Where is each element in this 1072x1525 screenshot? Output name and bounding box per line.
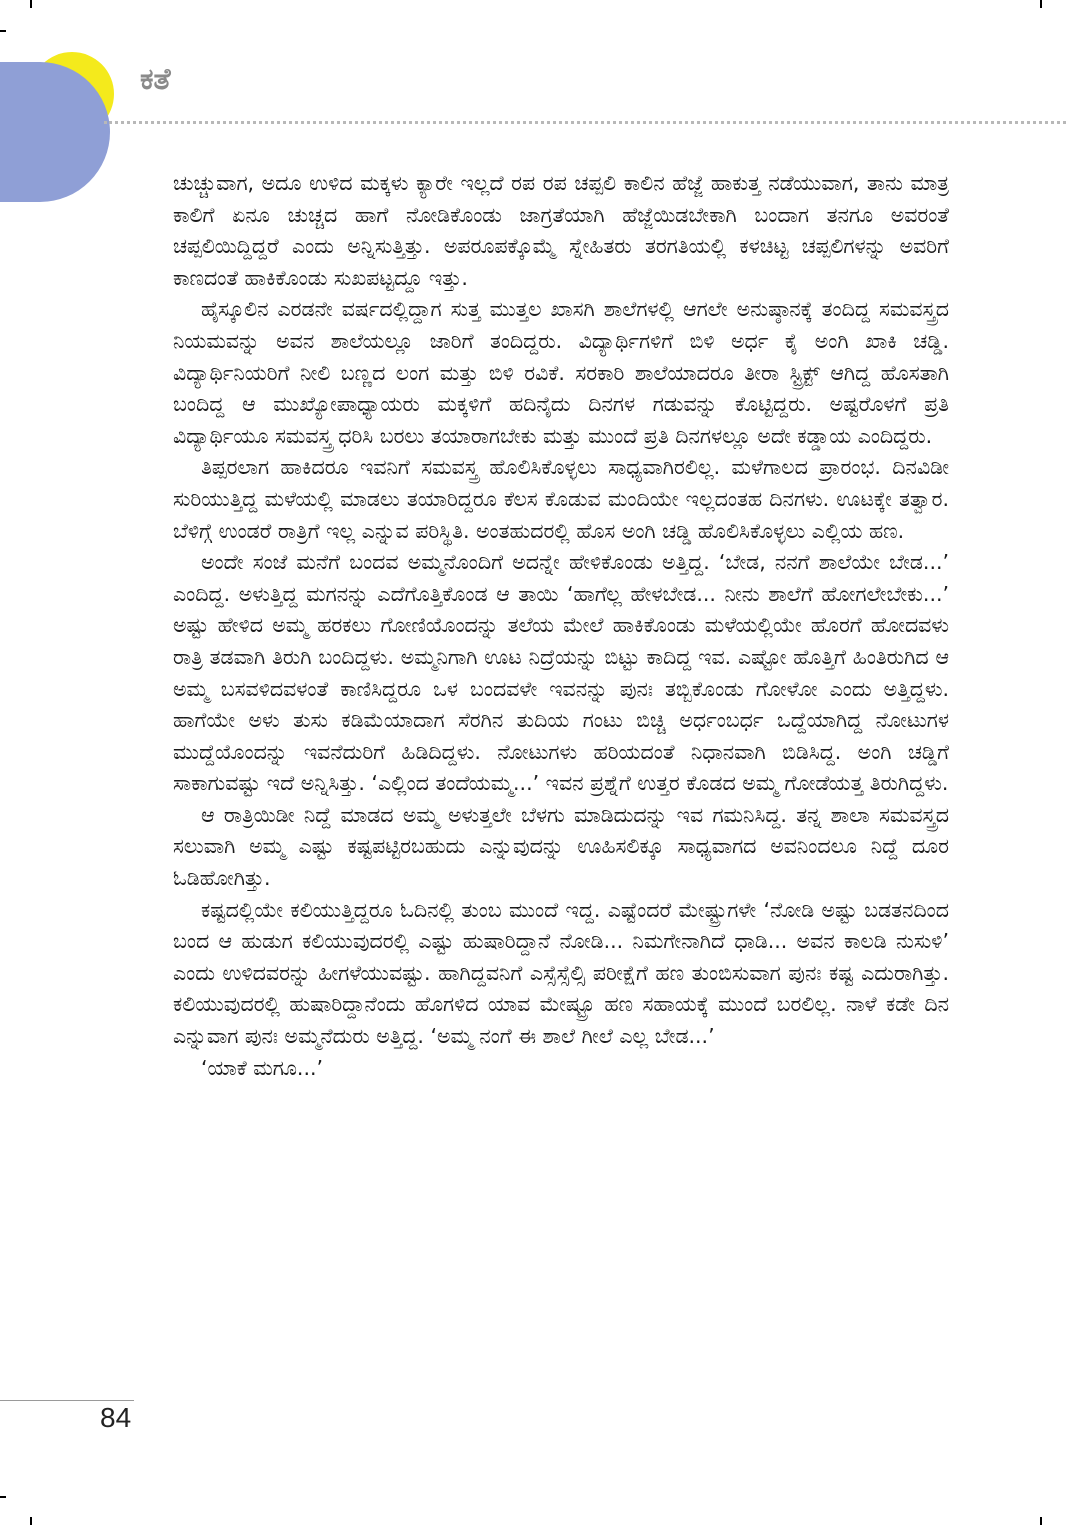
section-label: ಕತೆ [140,62,171,97]
crop-mark-left-bottom [0,1496,6,1498]
crop-mark-top-left [30,0,32,8]
paragraph: ಅಂದೇ ಸಂಜೆ ಮನೆಗೆ ಬಂದವ ಅಮ್ಮನೊಂದಿಗೆ ಅದನ್ನೇ ಹೇಳಿಕೊಂಡು ಅತ್ತಿದ್ದ. ‘ಬೇಡ, ನನಗೆ ಶಾಲೆಯೇ ಬೇಡ...’ ಎಂದಿದ್ದ. ಅಳುತ್ತಿದ್ದ ಮಗನನ್ನು ಎದೆಗೊತ್ತಿಕೊಂಡ ಆ ತಾಯಿ ‘ಹಾಗೆಲ್ಲ ಹೇಳಬೇಡ... ನೀನು ಶಾಲೆಗೆ ಹೋಗಲೇಬೇಕು...’ ಅಷ್ಟು ಹೇಳಿದ ಅಮ್ಮ ಹರಕಲು ಗೋಣಿಯೊಂದನ್ನು ತಲೆಯ ಮೇಲೆ ಹಾಕಿಕೊಂಡು ಮಳೆಯಲ್ಲಿಯೇ ಹೊರಗೆ ಹೋದವಳು ರಾತ್ರಿ ತಡವಾಗಿ ತಿರುಗಿ ಬಂದಿದ್ದಳು. ಅಮ್ಮನಿಗಾಗಿ ಊಟ ನಿದ್ರೆಯನ್ನು ಬಿಟ್ಟು ಕಾದಿದ್ದ ಇವ. ಎಷ್ಟೋ ಹೊತ್ತಿಗೆ ಹಿಂತಿರುಗಿದ ಆ ಅಮ್ಮ ಬಸವಳಿದವಳಂತೆ ಕಾಣಿಸಿದ್ದರೂ ಒಳ ಬಂದವಳೇ ಇವನನ್ನು ಪುನಃ ತಬ್ಬಿಕೊಂಡು ಗೋಳೋ ಎಂದು ಅತ್ತಿದ್ದಳು. ಹಾಗೆಯೇ ಅಳು ತುಸು ಕಡಿಮೆಯಾದಾಗ ಸೆರಗಿನ ತುದಿಯ ಗಂಟು ಬಿಚ್ಚಿ ಅರ್ಧಂಬರ್ಧ ಒದ್ದೆಯಾಗಿದ್ದ ನೋಟುಗಳ ಮುದ್ದೆಯೊಂದನ್ನು ಇವನೆದುರಿಗೆ ಹಿಡಿದಿದ್ದಳು. ನೋಟುಗಳು ಹರಿಯದಂತೆ ನಿಧಾನವಾಗಿ ಬಿಡಿಸಿದ್ದ. ಅಂಗಿ ಚಡ್ಡಿಗೆ ಸಾಕಾಗುವಷ್ಟು ಇದೆ ಅನ್ನಿಸಿತ್ತು. ‘ಎಲ್ಲಿಂದ ತಂದೆಯಮ್ಮ...’ ಇವನ ಪ್ರಶ್ನೆಗೆ ಉತ್ತರ ಕೊಡದ ಅಮ್ಮ ಗೋಡೆಯತ್ತ ತಿರುಗಿದ್ದಳು. [173,550,949,796]
paragraph: ತಿಪ್ಪರಲಾಗ ಹಾಕಿದರೂ ಇವನಿಗೆ ಸಮವಸ್ತ್ರ ಹೊಲಿಸಿಕೊಳ್ಳಲು ಸಾಧ್ಯವಾಗಿರಲಿಲ್ಲ. ಮಳೆಗಾಲದ ಪ್ರಾರಂಭ. ದಿನವಿಡೀ ಸುರಿಯುತ್ತಿದ್ದ ಮಳೆಯಲ್ಲಿ ಮಾಡಲು ತಯಾರಿದ್ದರೂ ಕೆಲಸ ಕೊಡುವ ಮಂದಿಯೇ ಇಲ್ಲದಂತಹ ದಿನಗಳು. ಊಟಕ್ಕೇ ತತ್ವಾರ. ಬೆಳಿಗ್ಗೆ ಉಂಡರೆ ರಾತ್ರಿಗೆ ಇಲ್ಲ ಎನ್ನುವ ಪರಿಸ್ಥಿತಿ. ಅಂತಹುದರಲ್ಲಿ ಹೊಸ ಅಂಗಿ ಚಡ್ಡಿ ಹೊಲಿಸಿಕೊಳ್ಳಲು ಎಲ್ಲಿಯ ಹಣ. [173,455,949,543]
paragraph: ಕಷ್ಟದಲ್ಲಿಯೇ ಕಲಿಯುತ್ತಿದ್ದರೂ ಓದಿನಲ್ಲಿ ತುಂಬ ಮುಂದೆ ಇದ್ದ. ಎಷ್ಟೆಂದರೆ ಮೇಷ್ಟ್ರುಗಳೇ ‘ನೋಡಿ ಅಷ್ಟು ಬಡತನದಿಂದ ಬಂದ ಆ ಹುಡುಗ ಕಲಿಯುವುದರಲ್ಲಿ ಎಷ್ಟು ಹುಷಾರಿದ್ದಾನೆ ನೋಡಿ... ನಿಮಗೇನಾಗಿದೆ ಧಾಡಿ... ಅವನ ಕಾಲಡಿ ನುಸುಳಿ’ ಎಂದು ಉಳಿದವರನ್ನು ಹೀಗಳೆಯುವಷ್ಟು. ಹಾಗಿದ್ದವನಿಗೆ ಎಸ್ಸೆಸ್ಸೆಲ್ಸಿ ಪರೀಕ್ಷೆಗೆ ಹಣ ತುಂಬಿಸುವಾಗ ಪುನಃ ಕಷ್ಟ ಎದುರಾಗಿತ್ತು. ಕಲಿಯುವುದರಲ್ಲಿ ಹುಷಾರಿದ್ದಾನೆಂದು ಹೊಗಳಿದ ಯಾವ ಮೇಷ್ಟ್ರೂ ಹಣ ಸಹಾಯಕ್ಕೆ ಮುಂದೆ ಬರಲಿಲ್ಲ. ನಾಳೆ ಕಡೇ ದಿನ ಎನ್ನುವಾಗ ಪುನಃ ಅಮ್ಮನೆದುರು ಅತ್ತಿದ್ದ. ‘ಅಮ್ಮ ನಂಗೆ ಈ ಶಾಲೆ ಗೀಲೆ ಎಲ್ಲ ಬೇಡ...’ [173,897,949,1049]
footer-rule [0,1400,134,1401]
story-body [173,168,949,1084]
paragraph: ‘ಯಾಕೆ ಮಗೂ...’ [201,1055,323,1080]
paragraph: ಹೈಸ್ಕೂಲಿನ ಎರಡನೇ ವರ್ಷದಲ್ಲಿದ್ದಾಗ ಸುತ್ತ ಮುತ್ತಲ ಖಾಸಗಿ ಶಾಲೆಗಳಲ್ಲಿ ಆಗಲೇ ಅನುಷ್ಠಾನಕ್ಕೆ ತಂದಿದ್ದ ಸಮವಸ್ತ್ರದ ನಿಯಮವನ್ನು ಅವನ ಶಾಲೆಯಲ್ಲೂ ಜಾರಿಗೆ ತಂದಿದ್ದರು. ವಿದ್ಯಾರ್ಥಿಗಳಿಗೆ ಬಿಳಿ ಅರ್ಧ ಕೈ ಅಂಗಿ ಖಾಕಿ ಚಡ್ಡಿ. ವಿದ್ಯಾರ್ಥಿನಿಯರಿಗೆ ನೀಲಿ ಬಣ್ಣದ ಲಂಗ ಮತ್ತು ಬಿಳಿ ರವಿಕೆ. ಸರಕಾರಿ ಶಾಲೆಯಾದರೂ ತೀರಾ ಸ್ಟ್ರಿಕ್ಟ್ ಆಗಿದ್ದ ಹೊಸತಾಗಿ ಬಂದಿದ್ದ ಆ ಮುಖ್ಯೋಪಾಧ್ಯಾಯರು ಮಕ್ಕಳಿಗೆ ಹದಿನೈದು ದಿನಗಳ ಗಡುವನ್ನು ಕೊಟ್ಟಿದ್ದರು. ಅಷ್ಟರೊಳಗೆ ಪ್ರತಿ ವಿದ್ಯಾರ್ಥಿಯೂ ಸಮವಸ್ತ್ರ ಧರಿಸಿ ಬರಲು ತಯಾರಾಗಬೇಕು ಮತ್ತು ಮುಂದೆ ಪ್ರತಿ ದಿನಗಳಲ್ಲೂ ಅದೇ ಕಡ್ಡಾಯ ಎಂದಿದ್ದರು. [173,297,949,448]
page-number: 84 [100,1402,132,1433]
crop-mark-bottom-left [30,1517,32,1525]
paragraph: ಚುಚ್ಚುವಾಗ, ಅದೂ ಉಳಿದ ಮಕ್ಕಳು ಕ್ಯಾರೇ ಇಲ್ಲದೆ ರಪ ರಪ ಚಪ್ಪಲಿ ಕಾಲಿನ ಹೆಜ್ಜೆ ಹಾಕುತ್ತ ನಡೆಯುವಾಗ, ತಾನು ಮಾತ್ರ ಕಾಲಿಗೆ ಏನೂ ಚುಚ್ಚದ ಹಾಗೆ ನೋಡಿಕೊಂಡು ಜಾಗ್ರತೆಯಾಗಿ ಹೆಜ್ಜೆಯಿಡಬೇಕಾಗಿ ಬಂದಾಗ ತನಗೂ ಅವರಂತೆ ಚಪ್ಪಲಿಯಿದ್ದಿದ್ದರೆ ಎಂದು ಅನ್ನಿಸುತ್ತಿತ್ತು. ಅಪರೂಪಕ್ಕೊಮ್ಮೆ ಸ್ನೇಹಿತರು ತರಗತಿಯಲ್ಲಿ ಕಳಚಿಟ್ಟ ಚಪ್ಪಲಿಗಳನ್ನು ಅವರಿಗೆ ಕಾಣದಂತೆ ಹಾಕಿಕೊಂಡು ಸುಖಪಟ್ಟದ್ದೂ ಇತ್ತು. [173,171,949,290]
crop-mark-left-top [0,30,6,32]
crop-mark-top-right [1040,0,1042,8]
paragraph: ಆ ರಾತ್ರಿಯಿಡೀ ನಿದ್ದೆ ಮಾಡದ ಅಮ್ಮ ಅಳುತ್ತಲೇ ಬೆಳಗು ಮಾಡಿದುದನ್ನು ಇವ ಗಮನಿಸಿದ್ದ. ತನ್ನ ಶಾಲಾ ಸಮವಸ್ತ್ರದ ಸಲುವಾಗಿ ಅಮ್ಮ ಎಷ್ಟು ಕಷ್ಟಪಟ್ಟಿರಬಹುದು ಎನ್ನುವುದನ್ನು ಊಹಿಸಲಿಕ್ಕೂ ಸಾಧ್ಯವಾಗದ ಅವನಿಂದಲೂ ನಿದ್ದೆ ದೂರ ಓಡಿಹೋಗಿತ್ತು. [173,802,949,891]
header-dotted-rule [104,121,1066,124]
crop-mark-bottom-right [1040,1517,1042,1525]
